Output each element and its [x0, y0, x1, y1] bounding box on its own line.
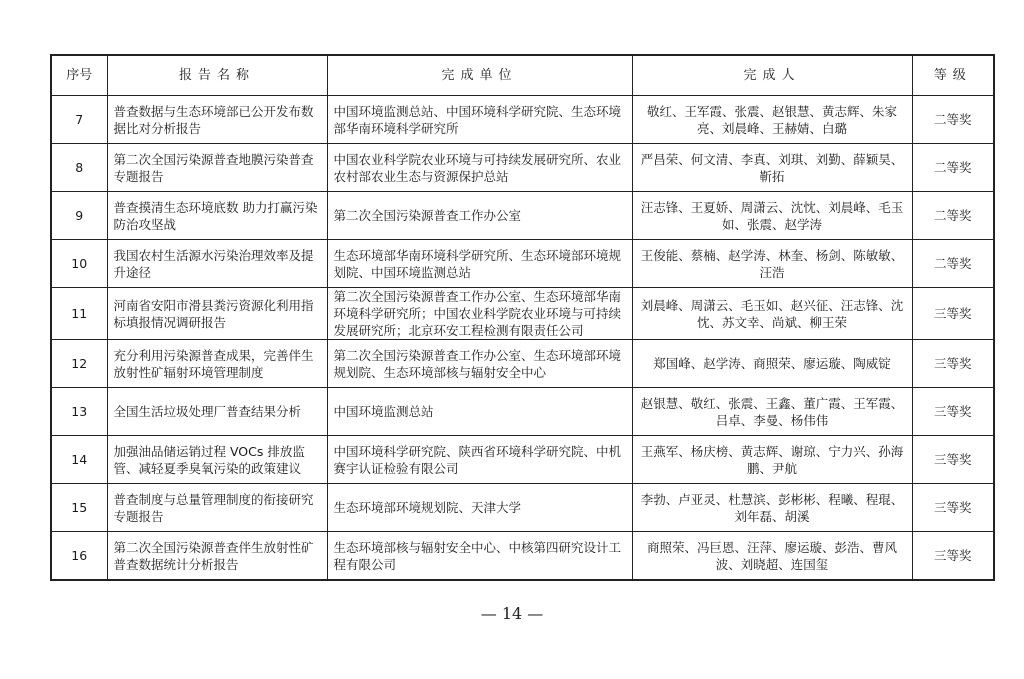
row-award-level: 二等奖 [912, 144, 994, 192]
row-award-level: 三等奖 [912, 288, 994, 340]
row-report-title: 加强油品储运销过程 VOCs 排放监管、减轻夏季臭氧污染的政策建议 [107, 436, 327, 484]
table-row [51, 288, 994, 340]
row-completing-people: 李勃、卢亚灵、杜慧滨、彭彬彬、程曦、程琨、刘年磊、胡溪 [632, 484, 912, 532]
row-completing-unit: 生态环境部环境规划院、天津大学 [327, 484, 632, 532]
row-index: 11 [51, 288, 107, 340]
row-report-title: 我国农村生活源水污染治理效率及提升途径 [107, 240, 327, 288]
row-index: 13 [51, 388, 107, 436]
table-row [51, 240, 994, 288]
row-completing-unit: 生态环境部华南环境科学研究所、生态环境部环境规划院、中国环境监测总站 [327, 240, 632, 288]
row-index: 7 [51, 96, 107, 144]
row-index: 16 [51, 532, 107, 581]
row-index: 9 [51, 192, 107, 240]
row-completing-people: 赵银慧、敬红、张震、王鑫、董广霞、王军霞、吕卓、李曼、杨伟伟 [632, 388, 912, 436]
row-completing-unit: 第二次全国污染源普查工作办公室、生态环境部环境规划院、生态环境部核与辐射安全中心 [327, 340, 632, 388]
row-completing-unit: 生态环境部核与辐射安全中心、中核第四研究设计工程有限公司 [327, 532, 632, 581]
row-index: 10 [51, 240, 107, 288]
header-index: 序号 [51, 55, 107, 96]
row-index: 12 [51, 340, 107, 388]
table-header [51, 55, 994, 96]
row-completing-unit: 中国环境科学研究院、陕西省环境科学研究院、中机赛宇认证检验有限公司 [327, 436, 632, 484]
awards-table [50, 54, 995, 581]
row-report-title: 第二次全国污染源普查地膜污染普查专题报告 [107, 144, 327, 192]
row-report-title: 普查摸清生态环境底数 助力打赢污染防治攻坚战 [107, 192, 327, 240]
header-completing-unit: 完成单位 [327, 55, 632, 96]
table-row [51, 484, 994, 532]
header-report-title: 报告名称 [107, 55, 327, 96]
row-index: 8 [51, 144, 107, 192]
row-completing-unit: 第二次全国污染源普查工作办公室 [327, 192, 632, 240]
header-award-level: 等级 [912, 55, 994, 96]
row-report-title: 普查数据与生态环境部已公开发布数据比对分析报告 [107, 96, 327, 144]
row-report-title: 充分利用污染源普查成果，完善伴生放射性矿辐射环境管理制度 [107, 340, 327, 388]
row-report-title: 第二次全国污染源普查伴生放射性矿普查数据统计分析报告 [107, 532, 327, 581]
row-completing-people: 郑国峰、赵学涛、商照荣、廖运璇、陶威锭 [632, 340, 912, 388]
header-completing-people: 完成人 [632, 55, 912, 96]
row-index: 14 [51, 436, 107, 484]
row-award-level: 三等奖 [912, 340, 994, 388]
table-row [51, 144, 994, 192]
row-award-level: 二等奖 [912, 192, 994, 240]
row-completing-people: 敬红、王军霞、张震、赵银慧、黄志辉、朱家亮、刘晨峰、王赫婧、白璐 [632, 96, 912, 144]
row-report-title: 全国生活垃圾处理厂普查结果分析 [107, 388, 327, 436]
row-completing-people: 商照荣、冯巨恩、汪萍、廖运璇、彭浩、曹风波、刘晓超、连国玺 [632, 532, 912, 581]
row-award-level: 二等奖 [912, 96, 994, 144]
table-row [51, 96, 994, 144]
row-award-level: 三等奖 [912, 532, 994, 581]
table-body [51, 96, 994, 581]
row-award-level: 二等奖 [912, 240, 994, 288]
row-award-level: 三等奖 [912, 436, 994, 484]
row-completing-unit: 中国环境监测总站、中国环境科学研究院、生态环境部华南环境科学研究所 [327, 96, 632, 144]
row-completing-people: 王俊能、蔡楠、赵学涛、林奎、杨剑、陈敏敏、汪浩 [632, 240, 912, 288]
row-completing-people: 汪志锋、王夏娇、周潇云、沈忱、刘晨峰、毛玉如、张震、赵学涛 [632, 192, 912, 240]
row-completing-unit: 中国农业科学院农业环境与可持续发展研究所、农业农村部农业生态与资源保护总站 [327, 144, 632, 192]
row-report-title: 普查制度与总量管理制度的衔接研究专题报告 [107, 484, 327, 532]
page-number: — 14 — [480, 604, 544, 623]
row-index: 15 [51, 484, 107, 532]
table-row [51, 436, 994, 484]
table-row [51, 192, 994, 240]
row-completing-unit: 中国环境监测总站 [327, 388, 632, 436]
row-report-title: 河南省安阳市滑县粪污资源化利用指标填报情况调研报告 [107, 288, 327, 340]
row-completing-people: 刘晨峰、周潇云、毛玉如、赵兴征、汪志锋、沈忱、苏文幸、尚斌、柳王荣 [632, 288, 912, 340]
row-completing-people: 王燕军、杨庆榜、黄志辉、谢琼、宁力兴、孙海鹏、尹航 [632, 436, 912, 484]
row-award-level: 三等奖 [912, 388, 994, 436]
table-row [51, 532, 994, 581]
row-award-level: 三等奖 [912, 484, 994, 532]
table-row [51, 340, 994, 388]
table-row [51, 388, 994, 436]
row-completing-unit: 第二次全国污染源普查工作办公室、生态环境部华南环境科学研究所；中国农业科学院农业环境与可持续发展研究所；北京环安工程检测有限责任公司 [327, 288, 632, 340]
header-row [51, 55, 994, 96]
row-completing-people: 严昌荣、何文清、李真、刘琪、刘勤、薛颖昊、靳拓 [632, 144, 912, 192]
